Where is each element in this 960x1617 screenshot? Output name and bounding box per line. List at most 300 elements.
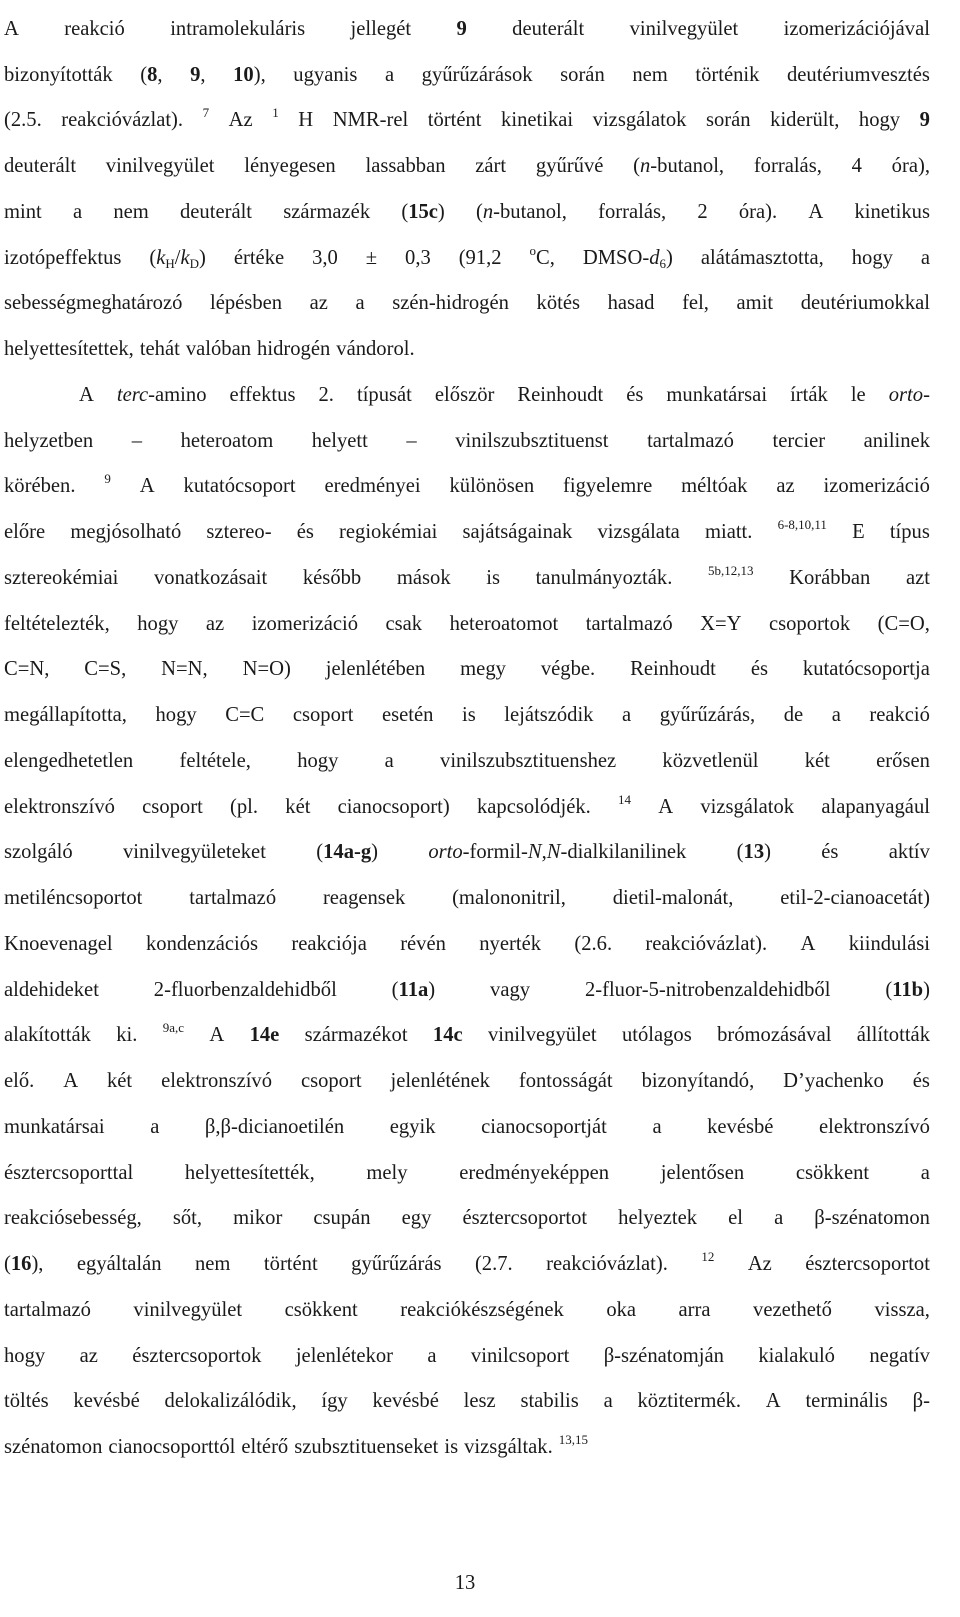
word: 6-8,10,11 [777, 517, 827, 532]
word: egyáltalán [76, 1253, 162, 1275]
text-line [4, 412, 930, 458]
word: vizsgálatok [592, 109, 687, 132]
word: reakcióvázlat). [645, 932, 768, 955]
word: C=C [225, 704, 265, 726]
word: helyzetben [4, 429, 94, 452]
word: a [150, 1115, 160, 1138]
word: hidrogén [257, 338, 331, 360]
word: tartalmazó [4, 1298, 91, 1321]
word: cianocsoporttól [108, 1436, 236, 1458]
word: A [209, 1024, 225, 1047]
word: a [384, 749, 394, 772]
word: közvetlenül [662, 749, 759, 772]
page-number: 13 [454, 1572, 476, 1594]
word: valóban [185, 338, 252, 360]
word: és [912, 1070, 930, 1092]
word: töltés [4, 1390, 49, 1413]
word: észtercsoporttal [4, 1161, 134, 1184]
word: hogy [858, 109, 901, 132]
word: deuterált [179, 200, 253, 223]
word: le [850, 383, 866, 406]
word: köztitermék. [637, 1390, 742, 1413]
word: Az [747, 1253, 772, 1275]
text-line [4, 1281, 930, 1327]
text-line [4, 778, 930, 824]
word: a [920, 246, 930, 269]
word: lényegesen [244, 155, 336, 177]
word: DMSO-$d_6$) [582, 246, 673, 271]
word: a [72, 200, 83, 223]
text-line [4, 732, 930, 778]
word: mely [366, 1161, 408, 1184]
word: (11b) [885, 978, 930, 1001]
word: jelenlétekor [295, 1344, 394, 1367]
word: 7 [202, 105, 210, 121]
word: 1 [272, 105, 279, 121]
word: 4 [851, 155, 862, 177]
word: (pl. [230, 795, 259, 818]
word: ugyanis [293, 63, 358, 86]
word: vinilvegyület [133, 1298, 243, 1321]
word: szolgáló [4, 841, 73, 864]
word: nem [195, 1253, 231, 1275]
word: megjósolható [70, 521, 182, 543]
word: csökkent [795, 1161, 870, 1184]
word: értéke [233, 246, 285, 269]
word: esetén [381, 704, 434, 726]
word: 14 [618, 791, 631, 807]
body-text [4, 0, 930, 1464]
word: szén-hidrogén [392, 292, 509, 315]
word: hogy [297, 749, 339, 772]
word: izomerizációjával [783, 17, 930, 40]
word: kialakuló [758, 1344, 835, 1367]
text-line [4, 1327, 930, 1373]
text-line [4, 503, 930, 549]
word: β-szénatomján [603, 1344, 724, 1367]
word: vezethető [753, 1298, 832, 1321]
word: elektronszívó [819, 1115, 930, 1138]
word: reakciója [291, 932, 367, 955]
text-line [4, 1190, 930, 1236]
word: az [776, 475, 795, 498]
word: gyűrűvé [535, 155, 604, 177]
word: (C=O, [877, 612, 930, 635]
text-line [4, 1373, 930, 1419]
word: mint [4, 200, 42, 223]
word: deuterált [4, 155, 77, 177]
word: sajátságainak [462, 521, 573, 543]
word: (16), [4, 1253, 44, 1275]
word: kondenzációs [145, 932, 259, 955]
word: 14c [432, 1024, 463, 1047]
text-line [4, 686, 930, 732]
word: 0,3 [405, 246, 431, 269]
word: a [652, 1115, 662, 1138]
word: feltételezték, [4, 612, 110, 635]
word: Az [228, 109, 253, 132]
word: csoport [300, 1070, 362, 1092]
word: helyett [311, 429, 368, 452]
word: lassabban [365, 155, 446, 177]
word: sztereokémiai [4, 566, 119, 589]
text-line [4, 1098, 930, 1144]
word: az [309, 292, 328, 315]
word: nyerték [479, 932, 542, 955]
word: kevésbé [73, 1390, 140, 1413]
word: Knoevenagel [4, 932, 113, 955]
word: erősen [876, 749, 930, 772]
word: deutériumokkal [800, 292, 930, 315]
word: a [622, 704, 632, 726]
word: terc-amino [116, 383, 207, 406]
word: így [321, 1390, 348, 1413]
word: β,β-dicianoetilén [204, 1115, 345, 1138]
word: oka [606, 1298, 637, 1321]
word: (15c) [401, 200, 445, 223]
text-line [4, 869, 930, 915]
text-line [4, 275, 930, 321]
word: arra [678, 1298, 711, 1321]
word: típusát [356, 383, 412, 406]
word: 2-fluorbenzaldehidből [153, 978, 337, 1001]
word: eltérő [241, 1436, 289, 1458]
word: A [139, 475, 155, 498]
word: és [626, 383, 644, 406]
word: mások [396, 566, 451, 589]
word: később [302, 566, 362, 589]
word: vinilvegyület [487, 1024, 597, 1047]
word: Korábban [789, 566, 871, 589]
word: állították [856, 1024, 930, 1047]
word: során [706, 109, 751, 132]
word: a [920, 1161, 930, 1184]
word: 9 [104, 471, 111, 487]
word: két [285, 795, 311, 818]
word: N=O) [242, 658, 291, 681]
word: a [831, 704, 841, 726]
word: utólagos [621, 1024, 692, 1047]
word: vizsgáltak. [464, 1436, 553, 1458]
word: fontosságát [518, 1070, 613, 1092]
word: révén [400, 932, 446, 955]
word: E [852, 521, 865, 543]
text-line [4, 595, 930, 641]
word: hogy [155, 704, 197, 726]
word: kinetikus [854, 200, 930, 223]
word: előre [4, 521, 46, 543]
word: vonatkozásait [154, 566, 268, 589]
word: sztereo- [206, 521, 272, 543]
word: negatív [869, 1344, 930, 1367]
word: A [63, 1070, 79, 1092]
word: megy [460, 658, 506, 681]
word: kapcsolódjék. [476, 795, 591, 818]
word: a [603, 1390, 613, 1413]
word: cianocsoportját [481, 1115, 607, 1138]
word: gyűrűzárás [351, 1253, 442, 1275]
word: sebességmeghatározó [4, 292, 183, 315]
word: hogy [137, 612, 179, 635]
word: dietil-malonát, [612, 887, 734, 909]
word: tanulmányozták. [535, 566, 673, 589]
word: 5b,12,13 [708, 562, 754, 578]
word: ki. [116, 1024, 138, 1047]
word: különösen [449, 475, 535, 498]
word: – [406, 429, 417, 452]
word: effektus [229, 383, 296, 406]
word: csoportok [768, 612, 851, 635]
word: reakció [64, 17, 125, 40]
word: NMR-rel [332, 109, 409, 132]
word: delokalizálódik, [164, 1390, 297, 1413]
text-line [4, 961, 930, 1007]
word: A [658, 795, 674, 818]
word: reakciósebesség, [4, 1207, 142, 1230]
word: ± [365, 246, 378, 269]
word: alakították [4, 1024, 91, 1047]
word: el [728, 1207, 744, 1230]
word: elektronszívó [161, 1070, 273, 1092]
word: (n-butanol, [633, 155, 725, 177]
word: kiderült, [770, 109, 840, 132]
text-line [4, 0, 930, 46]
word: cianocsoport) [337, 795, 450, 818]
word: jellegét [350, 17, 412, 40]
word: kötés [536, 292, 580, 315]
word: 9 [456, 17, 467, 40]
word: típus [889, 521, 930, 543]
word: a [355, 292, 365, 315]
word: reakcióvázlat). [546, 1253, 668, 1275]
word: vinilvegyület [105, 155, 215, 177]
word: 3,0 [312, 246, 338, 269]
word: 9 [919, 109, 930, 132]
word: munkatársai [666, 383, 768, 406]
word: A [765, 1390, 781, 1413]
text-line [4, 641, 930, 687]
word: vándorol. [336, 338, 415, 360]
word: heteroatom [180, 429, 274, 452]
word: helyeztek [618, 1207, 698, 1230]
word: méltóak [681, 475, 748, 498]
text-line [4, 458, 930, 504]
word: 10), [233, 63, 266, 86]
word: vizsgálata [597, 521, 680, 543]
text-line [4, 824, 930, 870]
word: sőt, [172, 1207, 203, 1230]
word: gyűrűzárások [421, 63, 533, 86]
word: 2. [318, 383, 334, 406]
word: a [384, 63, 395, 86]
word: vinilszubsztituenst [455, 429, 609, 452]
word: szubsztituenseket [294, 1436, 439, 1458]
text-line [4, 46, 930, 92]
word: eredményei [324, 475, 421, 498]
word: orto-formil-N,N-dialkilanilinek [428, 841, 687, 864]
word: azt [905, 566, 930, 589]
word: csupán [313, 1207, 371, 1230]
word: izotópeffektus [4, 246, 122, 269]
word: jelenlétében [325, 658, 426, 681]
word: A [808, 200, 824, 223]
word: történik [695, 63, 760, 86]
word: is [486, 566, 501, 589]
text-line [4, 366, 930, 412]
word: intramolekuláris [170, 17, 306, 40]
word: brómozásával [717, 1024, 832, 1047]
word: etil-2-cianoacetát) [780, 887, 930, 909]
word: reagensek [322, 887, 406, 909]
word: bizonyítandó, [641, 1070, 755, 1092]
word: A [4, 17, 19, 40]
word: tartalmazó [585, 612, 673, 635]
word: helyettesítettek, [4, 338, 134, 360]
word: csoport [292, 704, 354, 726]
word: elektronszívó [4, 795, 115, 818]
word: amit [736, 292, 774, 315]
word: β-szénatomon [814, 1207, 930, 1230]
word: (13) [736, 841, 771, 864]
word: eredményeképpen [459, 1161, 610, 1184]
word: munkatársai [4, 1115, 105, 1138]
word: kinetikai [501, 109, 574, 132]
word: származék [283, 200, 371, 223]
word: két [107, 1070, 133, 1092]
word: a [774, 1207, 784, 1230]
word: nem [113, 200, 149, 223]
word: szénatomon [4, 1436, 103, 1458]
word: zárt [475, 155, 507, 177]
word: vinilszubsztituenshez [440, 749, 617, 772]
word: körében. [4, 475, 76, 498]
word: 13,15 [558, 1432, 588, 1447]
word: történt [263, 1253, 318, 1275]
word: az [205, 612, 225, 635]
word: nem [632, 63, 668, 86]
word: tehát [139, 338, 180, 360]
word: az [79, 1344, 98, 1367]
word: X=Y [700, 612, 742, 635]
word: először [434, 383, 495, 406]
word: vissza, [874, 1298, 930, 1321]
word: a [427, 1344, 437, 1367]
text-line [4, 1235, 930, 1281]
word: mikor [233, 1207, 283, 1230]
word: – [131, 429, 143, 452]
word: reakciókészségének [400, 1298, 564, 1321]
word: lesz [463, 1390, 496, 1413]
word: aldehideket [4, 978, 99, 1001]
word: vagy [490, 978, 531, 1001]
word: (91,2 [458, 246, 502, 269]
word: (8, [140, 63, 163, 86]
word: vizsgálatok [700, 795, 795, 818]
word: elengedhetetlen [4, 749, 134, 772]
text-line [4, 549, 930, 595]
word: észtercsoportok [132, 1344, 262, 1367]
word: során [560, 63, 605, 86]
word: tartalmazó [189, 887, 277, 909]
word: csoport [142, 795, 203, 818]
text-line [4, 183, 930, 229]
word: fel, [682, 292, 709, 315]
word: kevésbé [372, 1390, 439, 1413]
word: 9, [190, 63, 206, 86]
word: 9a,c [162, 1020, 185, 1036]
word: reakció [869, 704, 930, 726]
text-line [4, 137, 930, 183]
word: írták [790, 383, 828, 406]
word: is [461, 704, 476, 726]
word: vinilvegyületeket [122, 841, 266, 864]
word: jelentősen [660, 1161, 745, 1184]
text-line [4, 229, 930, 275]
word: (14a-g) [316, 841, 379, 864]
word: észtercsoportot [462, 1207, 588, 1230]
word: tartalmazó [647, 429, 734, 452]
word: anilinek [863, 429, 930, 452]
word: lejátszódik [504, 704, 594, 726]
word: A [800, 932, 816, 955]
word: kutatócsoportja [802, 658, 930, 681]
word: is [444, 1436, 459, 1458]
word: (malononitril, [452, 887, 566, 909]
word: jelenlétének [390, 1070, 490, 1092]
word: deutériumvesztés [786, 63, 930, 86]
word: N=N, [161, 658, 208, 681]
word: és [296, 521, 314, 543]
text-line [4, 915, 930, 961]
word: elő. [4, 1070, 35, 1092]
word: hogy [4, 1344, 46, 1367]
word: 2-fluor-5-nitrobenzaldehidből [584, 978, 831, 1001]
word: és [750, 658, 768, 681]
text-line [4, 1007, 930, 1053]
word: orto- [888, 383, 930, 406]
word: forralás, [753, 155, 822, 177]
word: deuterált [512, 17, 585, 40]
word: hogy [851, 246, 893, 269]
word: óra). [738, 200, 778, 223]
word: történt [427, 109, 482, 132]
word: végbe. [540, 658, 596, 681]
word: 12 [701, 1249, 715, 1264]
text-line [4, 92, 930, 138]
word: $^o$C, [529, 242, 555, 269]
word: forralás, [598, 200, 667, 223]
word: tercier [772, 429, 826, 452]
word: reakcióvázlat). [61, 109, 184, 132]
word: alapanyagául [821, 795, 930, 818]
text-line [4, 1418, 930, 1464]
word: feltétele, [179, 749, 251, 772]
word: izomerizáció [251, 612, 359, 635]
word: (2.5. [4, 109, 42, 132]
word: egy [401, 1207, 432, 1230]
word: 14e [249, 1024, 280, 1047]
word: 2 [697, 200, 708, 223]
word: alátámasztotta, [700, 246, 824, 269]
text-line [4, 1052, 930, 1098]
word: figyelemre [563, 475, 653, 498]
word: β- [912, 1390, 930, 1413]
word: Reinhoudt [517, 383, 604, 406]
word: A [79, 383, 94, 406]
word: (11a) [391, 978, 436, 1001]
word: megállapította, [4, 704, 127, 726]
word: terminális [805, 1390, 888, 1413]
